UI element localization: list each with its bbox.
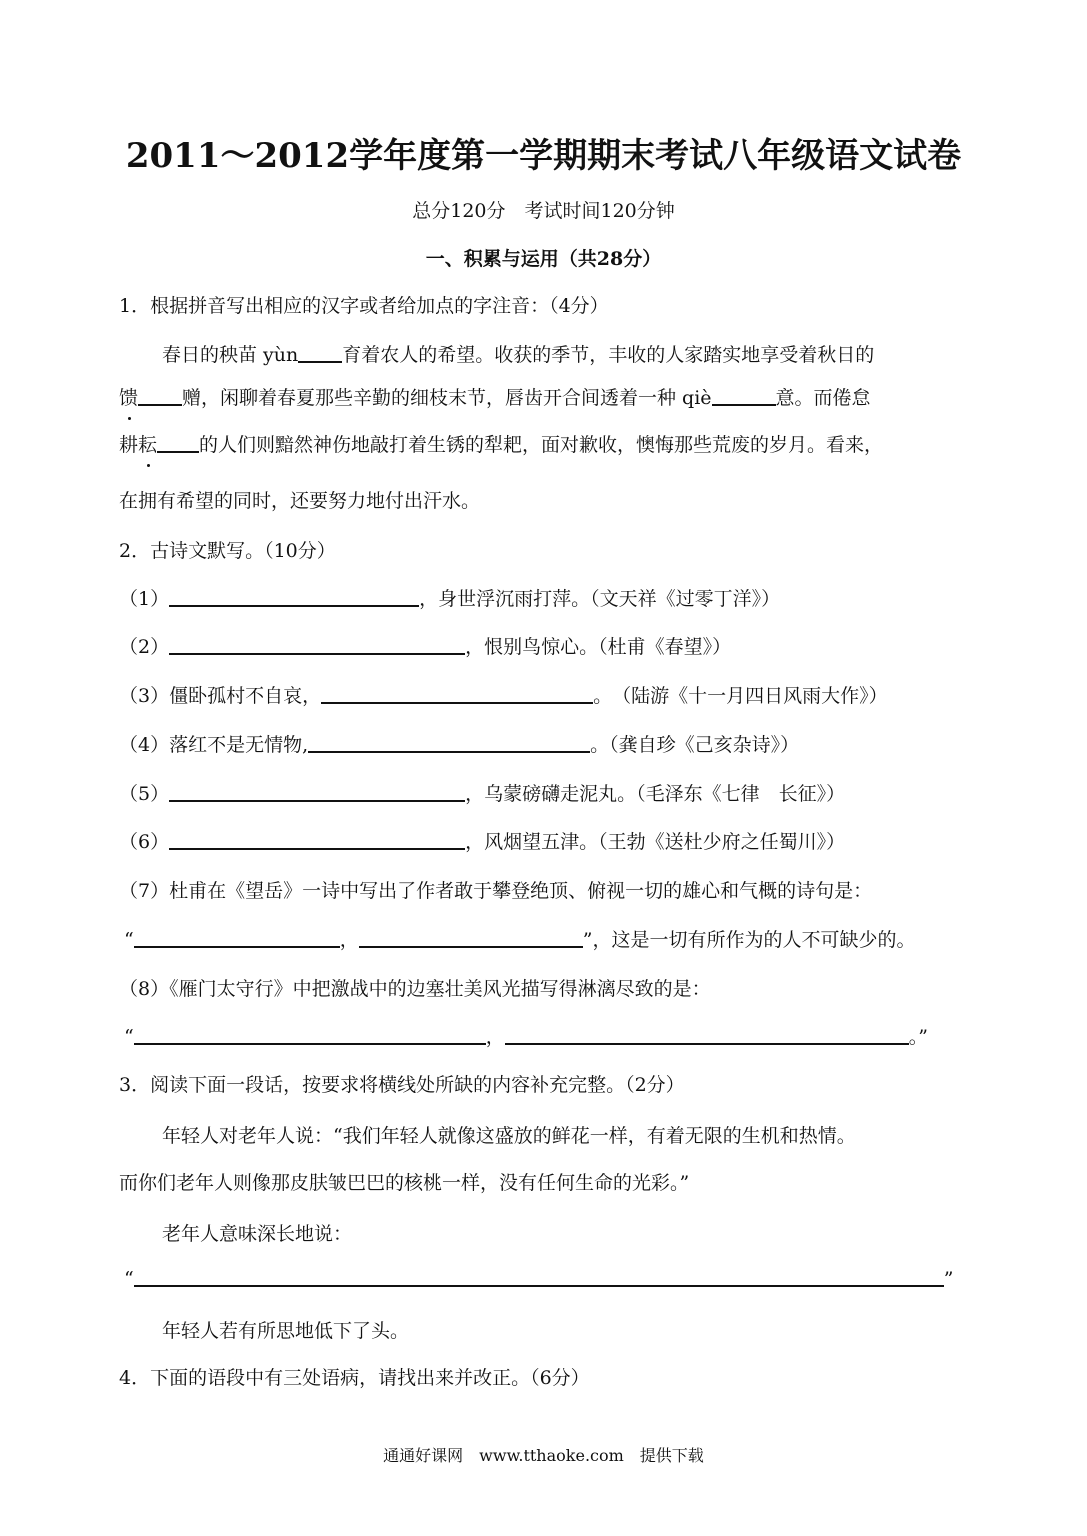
answer-blank[interactable]: [138, 386, 182, 406]
item-number: （3）: [119, 685, 170, 707]
item-text: ，恨别鸟惊心。（杜甫《春望》）: [465, 636, 732, 658]
item-text: ”，这是一切有所作为的人不可缺少的。: [582, 929, 916, 951]
poem-item-8-answer: [124, 1024, 928, 1050]
q1-text: 耕: [119, 434, 139, 456]
poem-item-2: [119, 634, 731, 660]
poem-item-1: [119, 586, 780, 612]
quote-mark: “: [124, 1026, 134, 1048]
answer-blank[interactable]: [359, 928, 583, 948]
dotted-char: 馈: [119, 387, 139, 409]
q1-text: 意。而倦怠: [775, 387, 871, 409]
q1-text: 赠，闲聊着春夏那些辛勤的细枝末节，唇齿开合间透着一种 qiè: [182, 387, 712, 409]
answer-blank[interactable]: [505, 1025, 909, 1045]
question-3-heading: 3．阅读下面一段话，按要求将横线处所缺的内容补充完整。（2分）: [119, 1074, 685, 1096]
item-text: ，风烟望五津。（王勃《送杜少府之任蜀川》）: [465, 831, 846, 853]
question-4-heading: 4．下面的语段中有三处语病，请找出来并改正。（6分）: [119, 1367, 590, 1389]
exam-title: 2011～2012学年度第一学期期末考试八年级语文试卷: [125, 136, 962, 176]
answer-blank[interactable]: [321, 684, 593, 704]
item-number: （6）: [119, 831, 170, 853]
item-number: （5）: [119, 783, 170, 805]
question-1-line-2: [119, 385, 871, 411]
section-heading: 一、积累与运用（共28分）: [425, 248, 662, 270]
quote-mark: ”: [943, 1268, 954, 1290]
answer-blank[interactable]: [169, 782, 465, 802]
item-text: 僵卧孤村不自哀，: [169, 685, 322, 707]
item-text: ，乌蒙磅礴走泥丸。（毛泽东《七律 长征》）: [465, 783, 846, 805]
page-footer: 通通好课网 www.tthaoke.com 提供下载: [383, 1446, 704, 1465]
quote-mark: “: [124, 1268, 134, 1290]
quote-mark: “: [124, 929, 134, 951]
item-number: （4）: [119, 734, 170, 756]
answer-blank[interactable]: [134, 1267, 944, 1287]
poem-item-3: [119, 683, 888, 709]
punctuation: 。”: [908, 1026, 928, 1048]
item-text: 。 （陆游《十一月四日风雨大作》）: [593, 685, 888, 707]
item-number: （1）: [119, 588, 170, 610]
question-3-para-2: 而你们老年人则像那皮肤皱巴巴的核桃一样，没有任何生命的光彩。”: [119, 1172, 690, 1194]
answer-blank[interactable]: [134, 1025, 486, 1045]
question-1-line-4: 在拥有希望的同时，还要努力地付出汗水。: [119, 490, 481, 512]
item-text: 。（龚自珍《己亥杂诗》）: [590, 734, 800, 756]
answer-blank[interactable]: [308, 733, 590, 753]
question-3-para-4: 年轻人若有所思地低下了头。: [162, 1320, 410, 1342]
punctuation: ，: [339, 929, 359, 951]
q1-text: 的人们则黯然神伤地敲打着生锈的犁耙，面对歉收，懊悔那些荒废的岁月。看来，: [199, 434, 884, 456]
answer-blank[interactable]: [134, 928, 340, 948]
question-1-line-3: [119, 432, 883, 458]
poem-item-5: [119, 781, 845, 807]
answer-blank[interactable]: [712, 386, 776, 406]
item-text: 落红不是无情物,: [169, 734, 309, 756]
question-3-para-1: 年轻人对老年人说：“我们年轻人就像这盛放的鲜花一样，有着无限的生机和热情。: [162, 1125, 856, 1147]
answer-blank[interactable]: [169, 830, 465, 850]
question-3-para-3: 老年人意味深长地说：: [162, 1223, 353, 1245]
punctuation: ，: [485, 1026, 505, 1048]
item-text: ，身世浮沉雨打萍。（文天祥《过零丁洋》）: [419, 588, 781, 610]
question-1-heading: 1．根据拼音写出相应的汉字或者给加点的字注音：（4分）: [119, 295, 609, 317]
question-3-answer: [124, 1266, 953, 1292]
exam-subtitle: 总分120分 考试时间120分钟: [412, 200, 675, 222]
poem-item-8: （8）《雁门太守行》中把激战中的边塞壮美风光描写得淋漓尽致的是：: [119, 978, 711, 1000]
poem-item-7: （7）杜甫在《望岳》一诗中写出了作者敢于攀登绝顶、俯视一切的雄心和气概的诗句是：: [119, 880, 873, 902]
dotted-char: 耘: [138, 434, 158, 456]
question-2-heading: 2．古诗文默写。（10分）: [119, 540, 336, 562]
poem-item-7-answer: [124, 927, 915, 953]
answer-blank[interactable]: [157, 433, 199, 453]
item-number: （2）: [119, 636, 170, 658]
answer-blank[interactable]: [298, 343, 342, 363]
q1-text: 育着农人的希望。收获的季节，丰收的人家踏实地享受着秋日的: [342, 344, 875, 366]
question-1-line-1: [162, 342, 874, 368]
poem-item-6: [119, 829, 845, 855]
poem-item-4: [119, 732, 799, 758]
q1-text: 春日的秧苗 yùn: [162, 344, 299, 366]
answer-blank[interactable]: [169, 587, 419, 607]
answer-blank[interactable]: [169, 635, 465, 655]
